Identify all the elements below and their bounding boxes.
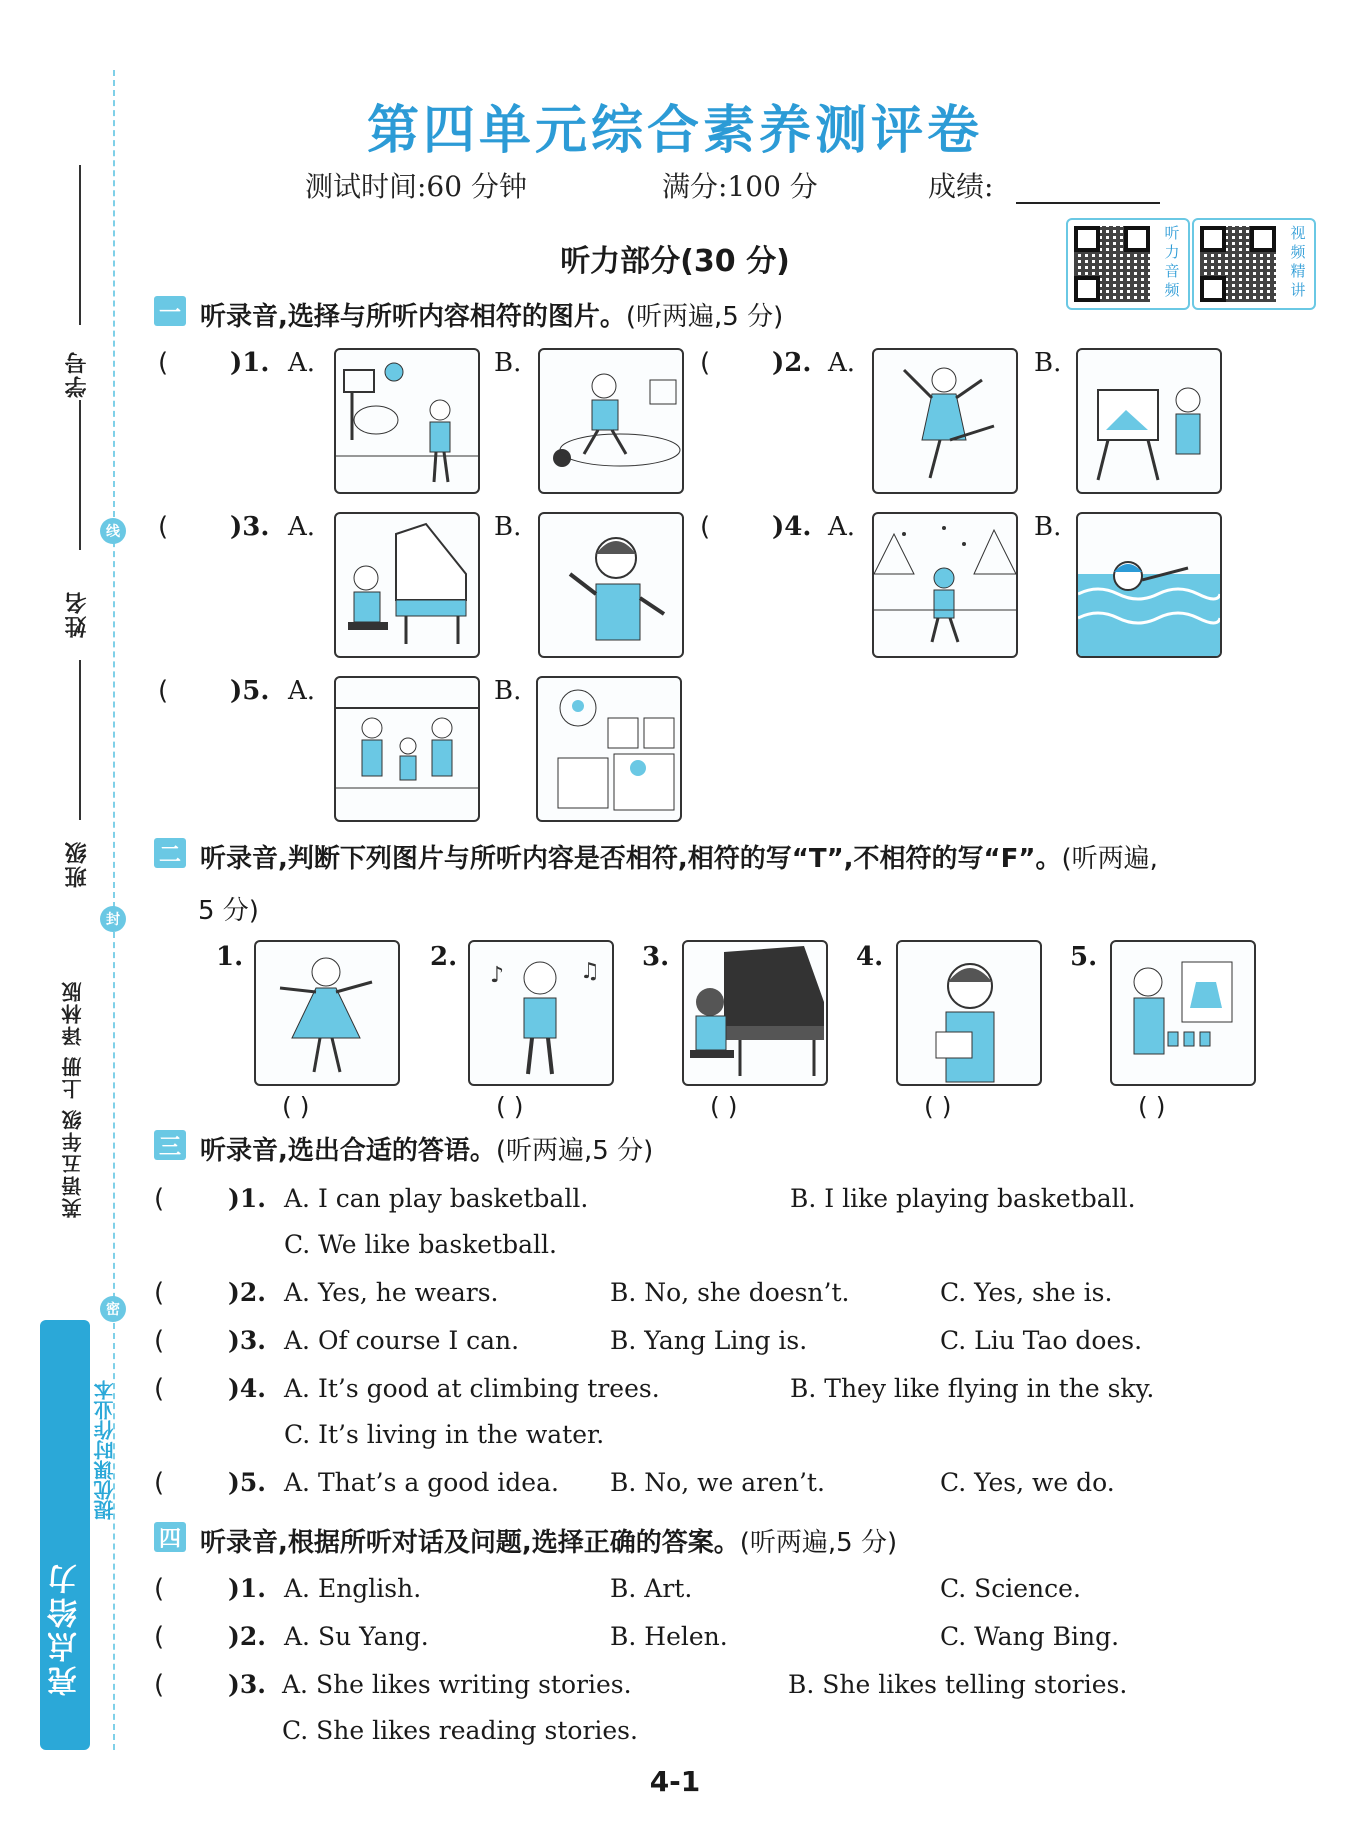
answer-paren[interactable]: ( (158, 348, 169, 378)
section-3-instruction: 听录音,选出合适的答语。(听两遍,5 分) (200, 1136, 654, 1166)
name-line (79, 660, 81, 820)
option-b-label: B. (494, 676, 522, 706)
class-label: 班级 (65, 840, 90, 888)
section-badge: 四 (154, 1522, 186, 1552)
full-score: 满分:100 分 (662, 170, 818, 203)
option-b-label: B. (494, 348, 522, 378)
picture-people-cinema[interactable] (536, 676, 682, 822)
question-number: )2. (228, 1278, 266, 1307)
option-a[interactable]: A. That’s a good idea. (284, 1468, 559, 1497)
option-a-label: A. (288, 512, 316, 542)
answer-paren[interactable]: ( (154, 1468, 165, 1498)
picture-girl-dancing[interactable] (872, 348, 1018, 494)
name-divider-line (79, 400, 81, 550)
option-b[interactable]: B. I like playing basketball. (790, 1184, 1136, 1213)
page-number: 4-1 (649, 1765, 701, 1798)
question-number: )3. (230, 512, 270, 542)
qr-video[interactable] (1192, 218, 1316, 310)
option-c[interactable]: C. Yes, we do. (940, 1468, 1115, 1497)
section-1-instruction: 听录音,选择与所听内容相符的图片。(听两遍,5 分) (200, 302, 784, 332)
answer-blank[interactable]: ( ) (710, 1092, 738, 1121)
answer-paren[interactable]: ( (154, 1184, 165, 1214)
option-a[interactable]: A. Of course I can. (284, 1326, 520, 1355)
answer-paren[interactable]: ( (154, 1278, 165, 1308)
option-c[interactable]: C. Wang Bing. (940, 1622, 1120, 1651)
option-c[interactable]: C. She likes reading stories. (282, 1716, 638, 1745)
option-a-label: A. (828, 512, 856, 542)
brand-name: 亮点给力 (48, 1560, 83, 1696)
picture-boy-basketball[interactable] (334, 348, 480, 494)
option-b[interactable]: B. They like flying in the sky. (790, 1374, 1155, 1403)
answer-paren[interactable]: ( (700, 512, 711, 542)
picture-boy-wushu[interactable] (538, 512, 684, 658)
question-number: )1. (228, 1184, 266, 1213)
option-b-label: B. (1034, 348, 1062, 378)
part-title: 听力部分(30 分) (560, 244, 790, 279)
question-number: )4. (228, 1374, 266, 1403)
answer-blank[interactable]: ( ) (1138, 1092, 1166, 1121)
section-2-note-cont: 5 分) (198, 896, 259, 926)
question-number: )3. (228, 1326, 266, 1355)
option-a[interactable]: A. I can play basketball. (284, 1184, 589, 1213)
option-c[interactable]: C. It’s living in the water. (284, 1420, 605, 1449)
question-number: )2. (772, 348, 812, 378)
option-c[interactable]: C. Yes, she is. (940, 1278, 1113, 1307)
section-badge: 三 (154, 1130, 186, 1160)
picture-girl-piano-2[interactable] (682, 940, 828, 1086)
option-b-label: B. (494, 512, 522, 542)
svg-text:♫: ♫ (580, 959, 600, 984)
answer-paren[interactable]: ( (154, 1574, 165, 1604)
answer-blank[interactable]: ( ) (496, 1092, 524, 1121)
section-badge: 一 (154, 296, 186, 326)
option-b[interactable]: B. No, we aren’t. (610, 1468, 825, 1497)
option-b[interactable]: B. Helen. (610, 1622, 728, 1651)
question-number: )2. (228, 1622, 266, 1651)
question-number: 3. (642, 942, 670, 972)
option-a-label: A. (828, 348, 856, 378)
picture-girl-painting-2[interactable] (1110, 940, 1256, 1086)
qr-finder-icon (1124, 226, 1150, 252)
score-blank-line[interactable] (1016, 202, 1160, 204)
option-a[interactable]: A. English. (284, 1574, 422, 1603)
picture-family-shopping[interactable] (334, 676, 480, 822)
option-a[interactable]: A. Su Yang. (284, 1622, 429, 1651)
question-number: )5. (228, 1468, 266, 1497)
answer-paren[interactable]: ( (158, 512, 169, 542)
picture-boy-skating[interactable] (872, 512, 1018, 658)
svg-text:♪: ♪ (490, 963, 505, 988)
question-number: )1. (230, 348, 270, 378)
qr-video-label: 视频精讲 (1290, 224, 1306, 299)
book-label: 英语五年级 上册 译林版 (61, 980, 85, 1218)
option-b[interactable]: B. Yang Ling is. (610, 1326, 808, 1355)
answer-paren[interactable]: ( (158, 676, 169, 706)
name-label: 姓名 (65, 590, 90, 638)
question-number: )3. (228, 1670, 266, 1699)
option-b[interactable]: B. She likes telling stories. (788, 1670, 1128, 1699)
question-number: )4. (772, 512, 812, 542)
qr-finder-icon (1200, 276, 1226, 302)
question-number: )1. (228, 1574, 266, 1603)
answer-blank[interactable]: ( ) (282, 1092, 310, 1121)
picture-girl-painting[interactable] (1076, 348, 1222, 494)
score-label: 成绩: (928, 170, 994, 203)
option-b[interactable]: B. No, she doesn’t. (610, 1278, 850, 1307)
qr-audio-label: 听力音频 (1164, 224, 1180, 299)
test-time: 测试时间:60 分钟 (305, 170, 527, 203)
answer-paren[interactable]: ( (154, 1374, 165, 1404)
option-c[interactable]: C. We like basketball. (284, 1230, 557, 1259)
option-a-label: A. (288, 348, 316, 378)
option-b[interactable]: B. Art. (610, 1574, 693, 1603)
answer-paren[interactable]: ( (154, 1622, 165, 1652)
question-number: )5. (230, 676, 270, 706)
option-a[interactable]: A. She likes writing stories. (282, 1670, 632, 1699)
section-4-instruction: 听录音,根据所听对话及问题,选择正确的答案。(听两遍,5 分) (200, 1528, 898, 1558)
brand-subtitle: 提优课时作业本 (93, 1380, 117, 1520)
question-number: 5. (1070, 942, 1098, 972)
student-no-label: 学号 (65, 350, 90, 398)
qr-finder-icon (1074, 276, 1100, 302)
option-a[interactable]: A. Yes, he wears. (284, 1278, 499, 1307)
qr-audio[interactable] (1066, 218, 1190, 310)
qr-finder-icon (1250, 226, 1276, 252)
answer-paren[interactable]: ( (154, 1670, 165, 1700)
option-a[interactable]: A. It’s good at climbing trees. (284, 1374, 660, 1403)
section-badge: 二 (154, 838, 186, 868)
picture-girl-piano[interactable] (334, 512, 480, 658)
question-number: 1. (216, 942, 244, 972)
answer-paren[interactable]: ( (700, 348, 711, 378)
seal-mark: 封 (100, 906, 126, 932)
dense-mark: 密 (100, 1296, 126, 1322)
option-c[interactable]: C. Liu Tao does. (940, 1326, 1143, 1355)
picture-boy-football[interactable] (538, 348, 684, 494)
option-c[interactable]: C. Science. (940, 1574, 1081, 1603)
question-number: 4. (856, 942, 884, 972)
picture-girl-ballet[interactable] (254, 940, 400, 1086)
section-2-instruction: 听录音,判断下列图片与所听内容是否相符,相符的写“T”,不相符的写“F”。(听两遍, (200, 844, 1158, 874)
picture-girl-reading[interactable] (896, 940, 1042, 1086)
option-a-label: A. (288, 676, 316, 706)
answer-paren[interactable]: ( (154, 1326, 165, 1356)
picture-boy-swimming[interactable] (1076, 512, 1222, 658)
question-number: 2. (430, 942, 458, 972)
qr-finder-icon (1074, 226, 1100, 252)
line-mark: 线 (100, 518, 126, 544)
answer-blank[interactable]: ( ) (924, 1092, 952, 1121)
page-title: 第四单元综合素养测评卷 (366, 100, 983, 161)
qr-finder-icon (1200, 226, 1226, 252)
option-b-label: B. (1034, 512, 1062, 542)
picture-boy-singing[interactable] (468, 940, 614, 1086)
